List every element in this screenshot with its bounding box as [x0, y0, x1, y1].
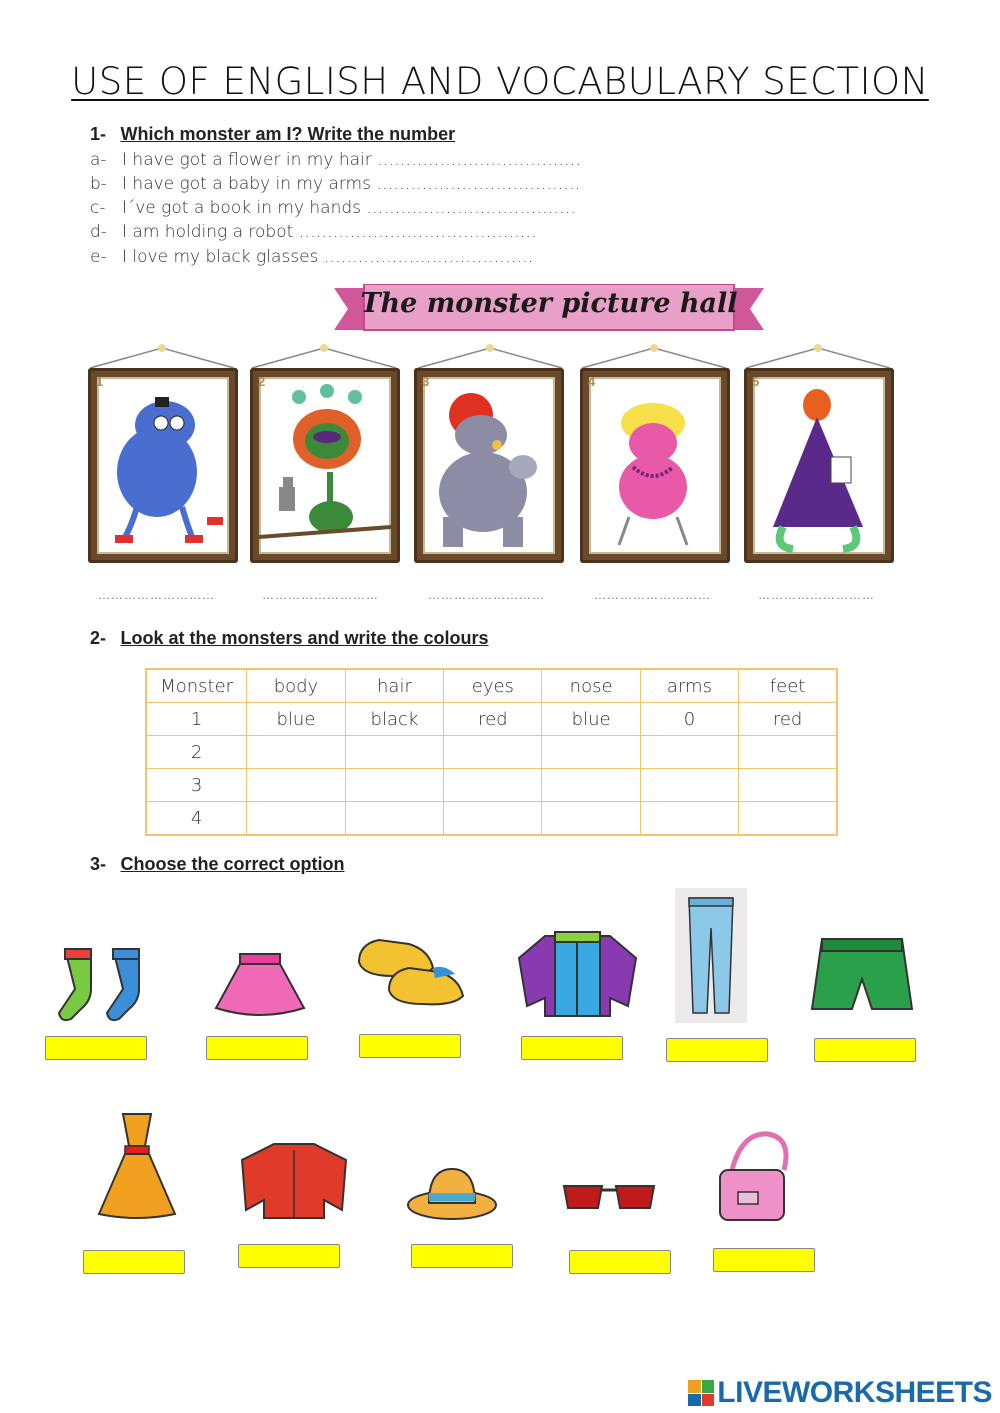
question-text: Choose the correct option	[120, 854, 345, 874]
grey-monster-icon	[423, 377, 555, 554]
item-letter: b-	[90, 174, 107, 194]
table-row	[146, 736, 837, 769]
item-letter: d-	[90, 222, 107, 242]
answer-dots-5: ………………………	[758, 588, 875, 602]
question-3-heading	[90, 854, 344, 875]
answer-cell[interactable]	[739, 769, 837, 802]
frame-number: 3	[422, 374, 430, 389]
item-text: I have got a flower in my hair ………………………………	[122, 150, 582, 170]
purple-monster-icon	[753, 377, 885, 554]
page-title: USE OF ENGLISH AND VOCABULARY SECTION	[71, 60, 929, 103]
table-cell: red	[739, 703, 837, 736]
monster-frame-5	[744, 368, 894, 563]
item-text: I have got a baby in my arms ………………………………	[122, 174, 581, 194]
list-item	[90, 150, 581, 170]
item-letter: a-	[90, 150, 107, 170]
header-cell: hair	[345, 669, 444, 703]
shorts-icon	[810, 935, 915, 1020]
question-text: Look at the monsters and write the colours	[120, 628, 489, 648]
answer-box-hat[interactable]	[411, 1244, 513, 1268]
answer-dots-2: ………………………	[262, 588, 379, 602]
sunglasses-icon	[560, 1180, 658, 1216]
answer-cell[interactable]	[247, 769, 345, 802]
trainers-icon	[355, 932, 470, 1012]
question-2-heading	[90, 628, 489, 649]
monster-frame-1	[88, 368, 238, 563]
header-cell: eyes	[444, 669, 542, 703]
answer-cell[interactable]	[444, 736, 542, 769]
table-cell: 0	[640, 703, 738, 736]
table-row	[146, 802, 837, 836]
item-letter: c-	[90, 198, 106, 218]
monster-frame-2	[250, 368, 400, 563]
answer-box-shirt[interactable]	[238, 1244, 340, 1268]
answer-cell[interactable]	[542, 769, 640, 802]
bag-icon	[712, 1130, 804, 1225]
header-cell: Monster	[146, 669, 247, 703]
list-item	[90, 174, 580, 194]
hat-icon	[405, 1165, 500, 1223]
answer-cell[interactable]	[542, 802, 640, 836]
question-1-heading	[90, 124, 455, 145]
answer-box-skirt[interactable]	[206, 1036, 308, 1060]
pink-monster-icon	[589, 377, 721, 554]
table-row	[146, 703, 837, 736]
logo-text: LIVEWORKSHEETS	[717, 1376, 992, 1409]
shirt-icon	[238, 1140, 350, 1220]
monster-frame-4	[580, 368, 730, 563]
question-number: 3-	[90, 854, 107, 874]
socks-icon	[55, 945, 150, 1025]
logo-mark-icon	[688, 1380, 714, 1406]
table-cell: blue	[247, 703, 345, 736]
colours-table	[145, 668, 838, 836]
answer-cell[interactable]	[345, 736, 444, 769]
answer-dots-4: ………………………	[594, 588, 711, 602]
table-row	[146, 769, 837, 802]
table-cell: 2	[146, 736, 247, 769]
item-text: I love my black glasses ……………………………….	[122, 247, 534, 267]
dress-icon	[95, 1110, 180, 1220]
table-cell: black	[345, 703, 444, 736]
answer-dots-3: ………………………	[428, 588, 545, 602]
frame-number: 4	[588, 374, 596, 389]
table-header-row	[146, 669, 837, 703]
answer-box-dress[interactable]	[83, 1250, 185, 1274]
answer-box-socks[interactable]	[45, 1036, 147, 1060]
answer-cell[interactable]	[739, 736, 837, 769]
monster-picture-hall	[62, 280, 914, 600]
blue-monster-icon	[97, 377, 229, 554]
answer-box-sunglasses[interactable]	[569, 1250, 671, 1274]
list-item	[90, 247, 533, 267]
skirt-icon	[212, 950, 307, 1020]
table-cell: red	[444, 703, 542, 736]
answer-cell[interactable]	[444, 769, 542, 802]
answer-box-bag[interactable]	[713, 1248, 815, 1272]
answer-cell[interactable]	[345, 802, 444, 836]
item-text: I´ve got a book in my hands ……………………………….	[122, 198, 576, 218]
answer-cell[interactable]	[444, 802, 542, 836]
header-cell: feet	[739, 669, 837, 703]
answer-cell[interactable]	[345, 769, 444, 802]
list-item	[90, 222, 537, 242]
answer-box-trainers[interactable]	[359, 1034, 461, 1058]
header-cell: body	[247, 669, 345, 703]
list-item	[90, 198, 576, 218]
table-cell: 1	[146, 703, 247, 736]
table-cell: blue	[542, 703, 640, 736]
liveworksheets-logo	[688, 1376, 992, 1410]
question-text: Which monster am I? Write the number	[120, 124, 456, 144]
table-cell: 3	[146, 769, 247, 802]
answer-cell[interactable]	[247, 736, 345, 769]
monster-frame-3	[414, 368, 564, 563]
answer-dots-1: ………………………	[98, 588, 215, 602]
answer-cell[interactable]	[247, 802, 345, 836]
answer-box-shorts[interactable]	[814, 1038, 916, 1062]
answer-box-jeans[interactable]	[666, 1038, 768, 1062]
jacket-icon	[515, 928, 640, 1020]
answer-box-jacket[interactable]	[521, 1036, 623, 1060]
frame-number: 1	[96, 374, 104, 389]
answer-cell[interactable]	[542, 736, 640, 769]
item-text: I am holding a robot ……………………………………	[122, 222, 537, 242]
jeans-icon	[675, 888, 747, 1023]
question-number: 1-	[90, 124, 107, 144]
header-cell: arms	[640, 669, 738, 703]
frame-number: 5	[752, 374, 760, 389]
frame-number: 2	[258, 374, 266, 389]
banner-title: The monster picture hall	[360, 288, 738, 319]
header-cell: nose	[542, 669, 640, 703]
answer-cell[interactable]	[640, 802, 738, 836]
answer-cell[interactable]	[640, 736, 738, 769]
green-monster-icon	[259, 377, 391, 554]
answer-cell[interactable]	[640, 769, 738, 802]
item-letter: e-	[90, 247, 107, 267]
question-number: 2-	[90, 628, 107, 648]
answer-cell[interactable]	[739, 802, 837, 836]
table-cell: 4	[146, 802, 247, 836]
